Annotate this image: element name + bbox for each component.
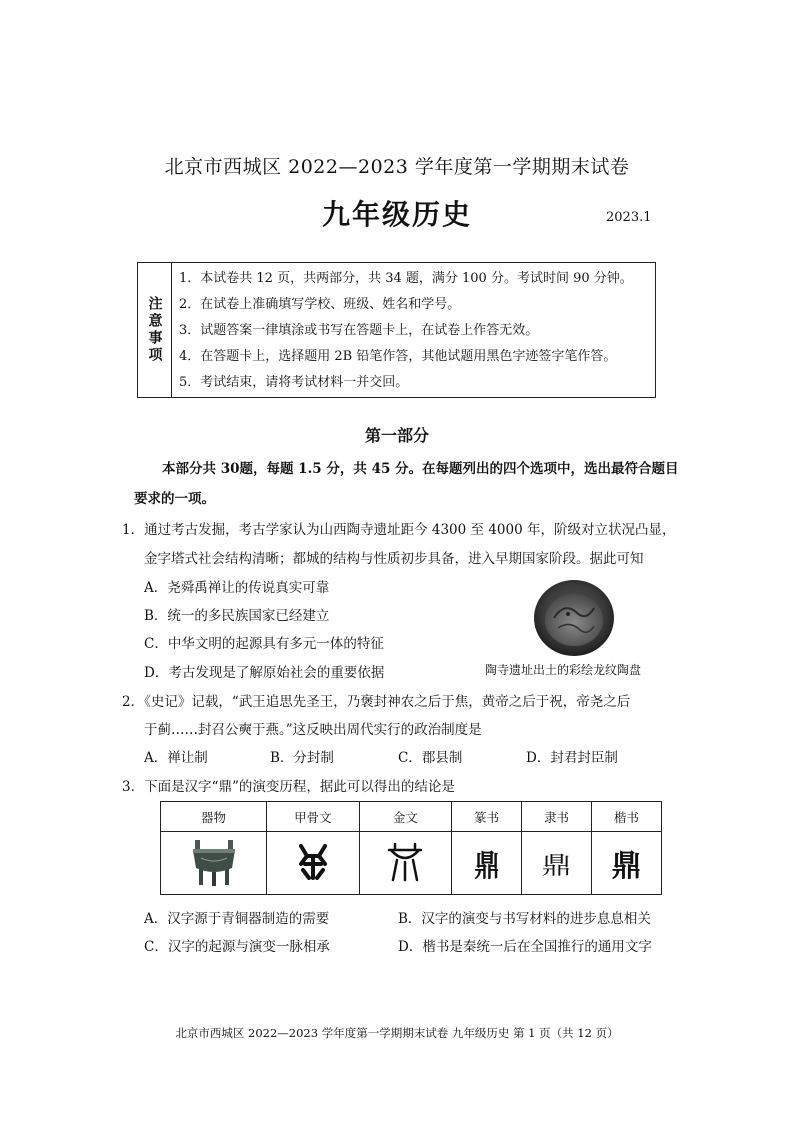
painted-pottery-plate-image	[532, 578, 616, 658]
table-header: 器物	[161, 802, 267, 832]
notice-box	[137, 262, 656, 398]
table-header: 楷书	[592, 802, 662, 832]
q1-option-d: D．考古发现是了解原始社会的重要依据	[144, 665, 385, 681]
q3-option-d: D．楷书是秦统一后在全国推行的通用文字	[398, 939, 652, 955]
q1-option-b: B．统一的多民族国家已经建立	[144, 608, 330, 624]
oracle-bone-glyph	[267, 832, 360, 895]
clerical-script-glyph: 鼎	[522, 832, 592, 895]
q3-stem: 3．下面是汉字“鼎”的演变历程，据此可以得出的结论是	[122, 779, 455, 795]
image-caption: 陶寺遗址出土的彩绘龙纹陶盘	[485, 663, 642, 677]
exam-title: 北京市西城区 2022—2023 学年度第一学期期末试卷	[164, 156, 630, 178]
q2-stem-line1: 2．《史记》记载，“武王追思先圣王，乃褒封神农之后于焦，黄帝之后于祝，帝尧之后	[122, 694, 631, 710]
page-footer: 北京市西城区 2022—2023 学年度第一学期期末试卷 九年级历史 第 1 页（共 12 页）	[175, 1026, 619, 1040]
q3-option-b: B．汉字的演变与书写材料的进步息息相关	[398, 911, 651, 927]
table-header: 金文	[359, 802, 452, 832]
notice-item: 5．考试结束，请将考试材料一并交回。	[179, 375, 409, 390]
part-intro-line2: 要求的一项。	[134, 491, 215, 507]
table-header: 甲骨文	[267, 802, 360, 832]
q2-option-d: D．封君封臣制	[526, 750, 618, 766]
q1-option-c: C．中华文明的起源具有多元一体的特征	[144, 636, 384, 652]
notice-item: 1．本试卷共 12 页，共两部分，共 34 题，满分 100 分。考试时间 90 分钟。	[179, 271, 633, 286]
seal-script-glyph: 鼎	[452, 832, 522, 895]
q1-stem-line1: 1．通过考古发掘，考古学家认为山西陶寺遗址距今 4300 至 4000 年，阶级对立状况凸显，	[122, 522, 676, 538]
notice-label: 注意事项	[138, 263, 172, 397]
notice-item: 2．在试卷上准确填写学校、班级、姓名和学号。	[179, 297, 461, 312]
subject-title: 九年级历史	[321, 198, 472, 231]
q2-stem-line2: 于蓟……封召公奭于燕。”这反映出周代实行的政治制度是	[144, 722, 482, 738]
exam-date: 2023.1	[606, 210, 652, 225]
q3-option-a: A．汉字源于青铜器制造的需要	[144, 911, 330, 927]
q2-option-b: B．分封制	[270, 750, 334, 766]
q2-option-c: C．郡县制	[398, 750, 463, 766]
ding-evolution-table	[160, 801, 662, 895]
regular-script-glyph: 鼎	[592, 832, 662, 895]
notice-item: 3．试题答案一律填涂或书写在答题卡上，在试卷上作答无效。	[179, 323, 539, 338]
table-header: 篆书	[452, 802, 522, 832]
q1-option-a: A．尧舜禹禅让的传说真实可靠	[144, 580, 330, 596]
part-intro-line1: 本部分共 30题，每题 1.5 分，共 45 分。在每题列出的四个选项中，选出最符合题目	[162, 461, 679, 477]
bronze-ding-image	[161, 832, 267, 895]
notice-item: 4．在答题卡上，选择题用 2B 铅笔作答，其他试题用黑色字迹签字笔作答。	[179, 349, 617, 364]
q2-option-a: A．禅让制	[144, 750, 208, 766]
part-title: 第一部分	[364, 426, 429, 445]
bronze-inscription-glyph	[359, 832, 452, 895]
q3-option-c: C．汉字的起源与演变一脉相承	[144, 939, 330, 955]
q1-stem-line2: 金字塔式社会结构清晰；都城的结构与性质初步具备，进入早期国家阶段。据此可知	[144, 551, 644, 567]
table-header: 隶书	[522, 802, 592, 832]
